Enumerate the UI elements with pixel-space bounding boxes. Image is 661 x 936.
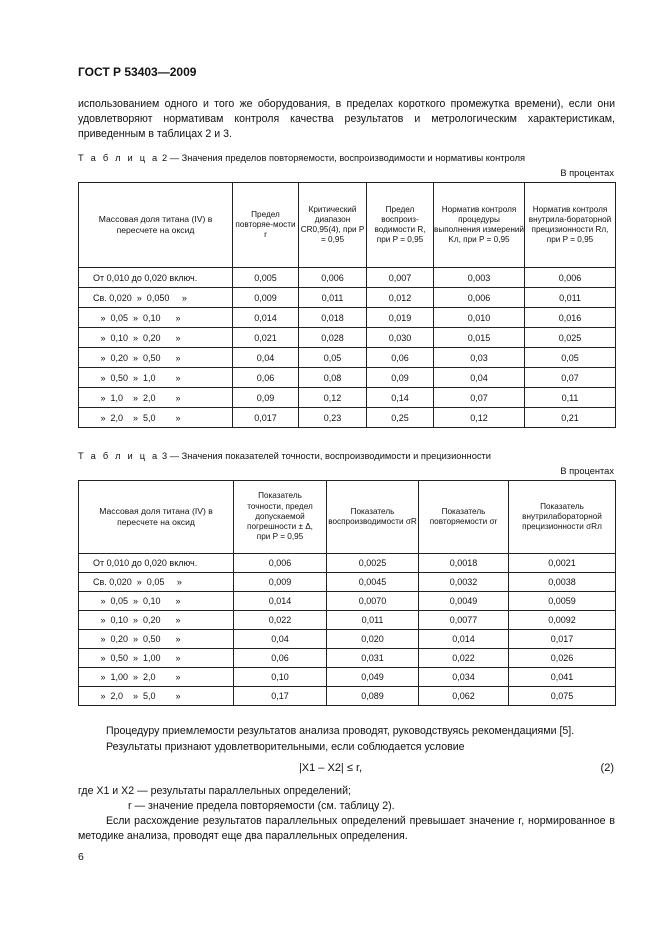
value-cell: 0,12 (299, 388, 367, 408)
value-cell: 0,006 (299, 268, 367, 288)
table-row (79, 573, 616, 592)
table2-units: В процентах (560, 168, 614, 178)
value-cell: 0,05 (525, 348, 616, 368)
value-cell: 0,006 (525, 268, 616, 288)
table2-header-3: Предел воспроиз-водимости R, при P = 0,95 (367, 183, 434, 268)
value-cell: 0,011 (327, 611, 419, 630)
table-row (79, 687, 616, 706)
value-cell: 0,03 (434, 348, 525, 368)
value-cell: 0,0059 (509, 592, 616, 611)
table3-caption-text: 3 — Значения показателей точности, воспроизводимости и прецизионности (161, 451, 491, 461)
value-cell: 0,0045 (327, 573, 419, 592)
value-cell: 0,015 (434, 328, 525, 348)
table2-header-0: Массовая доля титана (IV) в пересчете на оксид (79, 183, 233, 268)
row-label-cell: » 2,0 » 5,0 » (79, 687, 234, 706)
row-label-cell: » 1,0 » 2,0 » (79, 388, 233, 408)
value-cell: 0,04 (233, 348, 299, 368)
value-cell: 0,0049 (419, 592, 509, 611)
value-cell: 0,14 (367, 388, 434, 408)
value-cell: 0,0038 (509, 573, 616, 592)
value-cell: 0,022 (419, 649, 509, 668)
value-cell: 0,25 (367, 408, 434, 428)
row-label-cell: » 0,20 » 0,50 » (79, 630, 234, 649)
value-cell: 0,0018 (419, 554, 509, 573)
value-cell: 0,06 (367, 348, 434, 368)
table-row (79, 368, 616, 388)
table-row (79, 592, 616, 611)
table-row (79, 668, 616, 687)
row-label-cell: От 0,010 до 0,020 включ. (79, 554, 234, 573)
value-cell: 0,018 (299, 308, 367, 328)
value-cell: 0,009 (233, 288, 299, 308)
acceptance-paragraph: Процедуру приемлемости результатов анализа проводят, руководствуясь рекомендациями [5]. (106, 725, 575, 737)
table3-header-3: Показатель повторяемости σr (419, 481, 509, 554)
table3 (78, 480, 616, 706)
table3-header-2: Показатель воспроизводимости σR (327, 481, 419, 554)
value-cell: 0,04 (234, 630, 327, 649)
table-row (79, 611, 616, 630)
value-cell: 0,016 (525, 308, 616, 328)
value-cell: 0,006 (434, 288, 525, 308)
value-cell: 0,06 (234, 649, 327, 668)
table3-header-0: Массовая доля титана (IV) в пересчете на оксид (79, 481, 234, 554)
intro-paragraph: использованием одного и того же оборудования, в пределах короткого промежутка времени), если они удовлетворяют нормативам контроля качества результатов и метрологическим характеристикам, приведенным в таблицах 2 и 3. (78, 98, 615, 140)
value-cell: 0,07 (525, 368, 616, 388)
value-cell: 0,062 (419, 687, 509, 706)
row-label-cell: » 0,05 » 0,10 » (79, 592, 234, 611)
value-cell: 0,028 (299, 328, 367, 348)
value-cell: 0,12 (434, 408, 525, 428)
formula-number: (2) (600, 762, 614, 774)
table3-caption-prefix: Т а б л и ц а (78, 451, 160, 461)
condition-paragraph: Результаты признают удовлетворительными, если соблюдается условие (106, 741, 465, 753)
value-cell: 0,09 (367, 368, 434, 388)
table3-header-4: Показатель внутрилабораторной прецизионности σRл (509, 481, 616, 554)
row-label-cell: От 0,010 до 0,020 включ. (79, 268, 233, 288)
row-label-cell: » 1,00 » 2,0 » (79, 668, 234, 687)
value-cell: 0,10 (234, 668, 327, 687)
table3-units: В процентах (560, 466, 614, 476)
value-cell: 0,011 (525, 288, 616, 308)
value-cell: 0,012 (367, 288, 434, 308)
table3-caption (78, 451, 491, 461)
value-cell: 0,04 (434, 368, 525, 388)
value-cell: 0,23 (299, 408, 367, 428)
table-row (79, 388, 616, 408)
value-cell: 0,014 (419, 630, 509, 649)
table-row (79, 308, 616, 328)
value-cell: 0,009 (234, 573, 327, 592)
value-cell: 0,0021 (509, 554, 616, 573)
value-cell: 0,014 (234, 592, 327, 611)
table2-header-1: Предел повторяе-мости r (233, 183, 299, 268)
value-cell: 0,005 (233, 268, 299, 288)
table-row (79, 288, 616, 308)
table-row (79, 554, 616, 573)
final-paragraph: Если расхождение результатов параллельных определений превышает значение r, нормированное в методике анализа, проводят еще два параллельных определения. (78, 815, 615, 842)
value-cell: 0,08 (299, 368, 367, 388)
row-label-cell: » 0,10 » 0,20 » (79, 611, 234, 630)
value-cell: 0,0032 (419, 573, 509, 592)
row-label-cell: Св. 0,020 » 0,05 » (79, 573, 234, 592)
table-row (79, 348, 616, 368)
table-row (79, 408, 616, 428)
value-cell: 0,006 (234, 554, 327, 573)
table2 (78, 182, 616, 428)
table-row (79, 649, 616, 668)
table2-header-5: Норматив контроля внутрила-бораторной прецизионности Rл, при P = 0,95 (525, 183, 616, 268)
value-cell: 0,21 (525, 408, 616, 428)
page-number: 6 (78, 851, 84, 863)
value-cell: 0,007 (367, 268, 434, 288)
table2-caption (78, 153, 525, 163)
value-cell: 0,0025 (327, 554, 419, 573)
value-cell: 0,020 (327, 630, 419, 649)
row-label-cell: » 0,05 » 0,10 » (79, 308, 233, 328)
value-cell: 0,025 (525, 328, 616, 348)
row-label-cell: » 0,50 » 1,0 » (79, 368, 233, 388)
value-cell: 0,017 (509, 630, 616, 649)
value-cell: 0,07 (434, 388, 525, 408)
value-cell: 0,05 (299, 348, 367, 368)
value-cell: 0,022 (234, 611, 327, 630)
value-cell: 0,075 (509, 687, 616, 706)
value-cell: 0,014 (233, 308, 299, 328)
value-cell: 0,06 (233, 368, 299, 388)
table-row (79, 630, 616, 649)
formula: |X1 – X2| ≤ r, (298, 762, 363, 774)
value-cell: 0,11 (525, 388, 616, 408)
value-cell: 0,026 (509, 649, 616, 668)
value-cell: 0,017 (233, 408, 299, 428)
table2-caption-prefix: Т а б л и ц а (78, 153, 160, 163)
value-cell: 0,030 (367, 328, 434, 348)
value-cell: 0,021 (233, 328, 299, 348)
value-cell: 0,019 (367, 308, 434, 328)
table2-caption-text: 2 — Значения пределов повторяемости, воспроизводимости и нормативы контроля (161, 153, 526, 163)
value-cell: 0,09 (233, 388, 299, 408)
value-cell: 0,049 (327, 668, 419, 687)
value-cell: 0,031 (327, 649, 419, 668)
table-row (79, 328, 616, 348)
row-label-cell: » 0,20 » 0,50 » (79, 348, 233, 368)
value-cell: 0,011 (299, 288, 367, 308)
value-cell: 0,17 (234, 687, 327, 706)
value-cell: 0,041 (509, 668, 616, 687)
value-cell: 0,010 (434, 308, 525, 328)
value-cell: 0,034 (419, 668, 509, 687)
table2-header-2: Критический диапазон CR0,95(4), при P = 0,95 (299, 183, 367, 268)
value-cell: 0,0070 (327, 592, 419, 611)
where-line-1: где X1 и X2 — результаты параллельных определений; (78, 785, 351, 797)
row-label-cell: » 0,10 » 0,20 » (79, 328, 233, 348)
table2-header-4: Норматив контроля процедуры выполнения измерений Kл, при P = 0,95 (434, 183, 525, 268)
value-cell: 0,003 (434, 268, 525, 288)
row-label-cell: » 0,50 » 1,00 » (79, 649, 234, 668)
value-cell: 0,089 (327, 687, 419, 706)
table3-header-1: Показатель точности, предел допускаемой погрешности ± Δ, при P = 0,95 (234, 481, 327, 554)
where-line-2: r — значение предела повторяемости (см. таблицу 2). (128, 800, 395, 812)
row-label-cell: Св. 0,020 » 0,050 » (79, 288, 233, 308)
value-cell: 0,0092 (509, 611, 616, 630)
value-cell: 0,0077 (419, 611, 509, 630)
table-row (79, 268, 616, 288)
document-header: ГОСТ Р 53403—2009 (78, 65, 197, 79)
row-label-cell: » 2,0 » 5,0 » (79, 408, 233, 428)
